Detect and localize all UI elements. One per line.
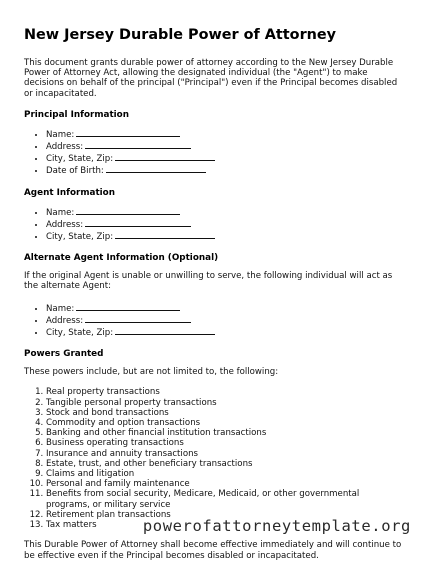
alternate-city-field: • City, State, Zip: — [46, 326, 402, 338]
power-item: 13. Tax matters — [46, 520, 402, 530]
document-page — [24, 26, 402, 561]
alternate-address-blank[interactable] — [85, 314, 191, 323]
footer-watermark: powerofattorneytemplate.org — [142, 517, 411, 535]
power-item: 3. Stock and bond transactions — [46, 408, 402, 418]
agent-city-field: • City, State, Zip: — [46, 230, 402, 242]
principal-name-field: • Name: — [46, 128, 402, 140]
power-item: 9. Claims and litigation — [46, 469, 402, 479]
alternate-name-field: • Name: — [46, 302, 402, 314]
alternate-fields — [24, 302, 402, 339]
power-item: 7. Insurance and annuity transactions — [46, 449, 402, 459]
power-item: 1. Real property transactions — [46, 387, 402, 397]
intro-paragraph: This document grants durable power of attorney according to the New Jersey Durable Power of Attorney Act, allowing the designated individual (the "Agent") to make decisions on behalf of the principal ("Principal") even if the Principal becomes disabled or incapacitated. — [24, 58, 398, 99]
power-item: 8. Estate, trust, and other beneficiary transactions — [46, 459, 402, 469]
alternate-heading: Alternate Agent Information (Optional) — [24, 253, 219, 264]
power-item: 10. Personal and family maintenance — [46, 479, 402, 489]
alternate-address-field: • Address: — [46, 314, 402, 326]
alternate-text: If the original Agent is unable or unwilling to serve, the following individual will act as the alternate Agent: — [24, 271, 393, 292]
agent-name-field: • Name: — [46, 206, 402, 218]
document-title: New Jersey Durable Power of Attorney — [24, 27, 337, 43]
alternate-city-blank[interactable] — [115, 326, 215, 335]
alternate-name-blank[interactable] — [76, 302, 180, 311]
power-item: 12. Retirement plan transactions — [46, 510, 402, 520]
power-item: 11. Benefits from social security, Medicare, Medicaid, or other governmental programs, or military service — [46, 489, 402, 509]
powers-list — [24, 387, 402, 530]
agent-city-blank[interactable] — [115, 230, 215, 239]
powers-intro: These powers include, but are not limited to, the following: — [24, 367, 279, 378]
principal-name-blank[interactable] — [76, 128, 180, 137]
agent-heading: Agent Information — [24, 187, 115, 198]
power-item: 6. Business operating transactions — [46, 438, 402, 448]
principal-fields — [24, 128, 402, 177]
agent-name-blank[interactable] — [76, 206, 180, 215]
principal-address-blank[interactable] — [85, 140, 191, 149]
closing-paragraph: This Durable Power of Attorney shall become effective immediately and will continue to be effective even if the Principal becomes disabled or incapacitated. — [24, 540, 402, 561]
principal-dob-blank[interactable] — [106, 164, 206, 173]
power-item: 4. Commodity and option transactions — [46, 418, 402, 428]
principal-city-field: • City, State, Zip: — [46, 152, 402, 164]
principal-city-blank[interactable] — [115, 152, 215, 161]
power-item: 5. Banking and other financial institution transactions — [46, 428, 402, 438]
power-item: 2. Tangible personal property transactions — [46, 398, 402, 408]
principal-address-field: • Address: — [46, 140, 402, 152]
agent-address-field: • Address: — [46, 218, 402, 230]
agent-address-blank[interactable] — [85, 218, 191, 227]
powers-heading: Powers Granted — [24, 349, 104, 360]
agent-fields — [24, 206, 402, 243]
principal-heading: Principal Information — [24, 109, 129, 120]
principal-dob-field: • Date of Birth: — [46, 164, 402, 176]
